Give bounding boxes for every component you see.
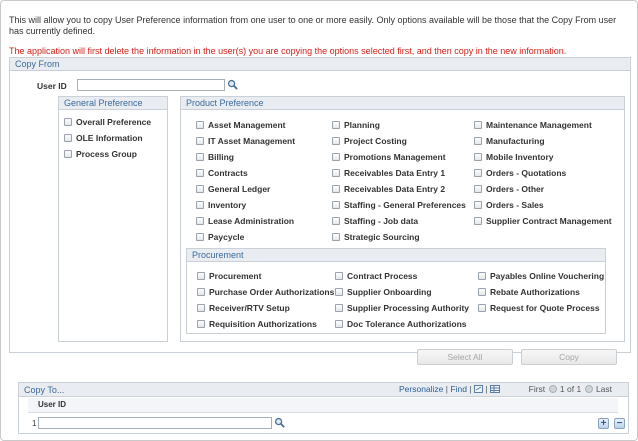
checkbox-box[interactable] xyxy=(474,217,482,225)
personalize-link[interactable]: Personalize xyxy=(399,384,444,394)
checkbox-product[interactable]: Orders - Quotations xyxy=(474,168,566,178)
checkbox-box[interactable] xyxy=(335,304,343,312)
checkbox-box[interactable] xyxy=(196,201,204,209)
product-preference-header: Product Preference xyxy=(181,97,624,110)
checkbox-product[interactable]: Lease Administration xyxy=(196,216,294,226)
checkbox-product[interactable]: Mobile Inventory xyxy=(474,152,554,162)
checkbox-product[interactable]: Planning xyxy=(332,120,380,130)
checkbox-box[interactable] xyxy=(197,288,205,296)
checkbox-product[interactable]: Billing xyxy=(196,152,234,162)
grid-toolbar xyxy=(399,384,612,394)
checkbox-box[interactable] xyxy=(332,233,340,241)
checkbox-product[interactable]: Supplier Contract Management xyxy=(474,216,612,226)
toolbar-separator: | xyxy=(445,384,449,394)
copy-to-title: Copy To... xyxy=(24,385,65,395)
copy-to-user-id-input[interactable] xyxy=(38,417,272,429)
checkbox-procurement[interactable]: Requisition Authorizations xyxy=(197,319,317,329)
checkbox-procurement[interactable]: Supplier Onboarding xyxy=(335,287,432,297)
checkbox-procurement[interactable]: Procurement xyxy=(197,271,261,281)
toolbar-separator: | xyxy=(469,384,472,394)
checkbox-box[interactable] xyxy=(332,217,340,225)
checkbox-box[interactable] xyxy=(64,134,72,142)
checkbox-product[interactable]: Staffing - General Preferences xyxy=(332,200,466,210)
checkbox-product[interactable]: Receivables Data Entry 1 xyxy=(332,168,445,178)
checkbox-box[interactable] xyxy=(474,153,482,161)
checkbox-process-group[interactable]: Process Group xyxy=(64,149,137,159)
checkbox-box[interactable] xyxy=(196,169,204,177)
checkbox-box[interactable] xyxy=(196,217,204,225)
general-preference-header: General Preference xyxy=(59,97,167,110)
checkbox-product[interactable]: IT Asset Management xyxy=(196,136,295,146)
checkbox-box[interactable] xyxy=(64,118,72,126)
next-icon[interactable] xyxy=(585,385,593,393)
checkbox-box[interactable] xyxy=(335,320,343,328)
last-label: Last xyxy=(595,384,613,394)
checkbox-procurement[interactable]: Payables Online Vouchering xyxy=(478,271,604,281)
checkbox-box[interactable] xyxy=(335,272,343,280)
search-icon[interactable] xyxy=(274,417,285,428)
checkbox-box[interactable] xyxy=(196,137,204,145)
checkbox-box[interactable] xyxy=(332,169,340,177)
checkbox-box[interactable] xyxy=(332,137,340,145)
checkbox-box[interactable] xyxy=(332,153,340,161)
checkbox-procurement[interactable]: Rebate Authorizations xyxy=(478,287,580,297)
warning-text: The application will first delete the information in the user(s) you are copying the options selected first, and then copy in the new information. xyxy=(9,46,567,56)
checkbox-box[interactable] xyxy=(197,304,205,312)
checkbox-box[interactable] xyxy=(474,185,482,193)
checkbox-box[interactable] xyxy=(332,201,340,209)
checkbox-product[interactable]: Receivables Data Entry 2 xyxy=(332,184,445,194)
checkbox-ole-information[interactable]: OLE Information xyxy=(64,133,143,143)
checkbox-procurement[interactable]: Supplier Processing Authority xyxy=(335,303,469,313)
checkbox-procurement[interactable]: Receiver/RTV Setup xyxy=(197,303,290,313)
checkbox-box[interactable] xyxy=(478,304,486,312)
checkbox-box[interactable] xyxy=(474,137,482,145)
checkbox-product[interactable]: Strategic Sourcing xyxy=(332,232,420,242)
checkbox-box[interactable] xyxy=(197,320,205,328)
first-label: First xyxy=(528,384,546,394)
toolbar-separator: | xyxy=(485,384,488,394)
checkbox-product[interactable]: Manufacturing xyxy=(474,136,545,146)
checkbox-box[interactable] xyxy=(332,121,340,129)
checkbox-box[interactable] xyxy=(332,185,340,193)
checkbox-product[interactable]: Contracts xyxy=(196,168,248,178)
copy-button[interactable]: Copy xyxy=(521,349,617,365)
row-number: 1 xyxy=(32,419,37,428)
checkbox-product[interactable]: Staffing - Job data xyxy=(332,216,418,226)
checkbox-box[interactable] xyxy=(474,121,482,129)
checkbox-product[interactable]: General Ledger xyxy=(196,184,270,194)
checkbox-box[interactable] xyxy=(474,169,482,177)
delete-row-button[interactable]: − xyxy=(614,418,625,429)
checkbox-box[interactable] xyxy=(196,233,204,241)
checkbox-procurement[interactable]: Contract Process xyxy=(335,271,417,281)
user-id-label: User ID xyxy=(37,81,67,91)
pager-text: 1 of 1 xyxy=(559,384,582,394)
checkbox-product[interactable]: Orders - Sales xyxy=(474,200,544,210)
checkbox-box[interactable] xyxy=(478,272,486,280)
checkbox-box[interactable] xyxy=(64,150,72,158)
checkbox-product[interactable]: Paycycle xyxy=(196,232,244,242)
add-row-button[interactable]: + xyxy=(598,418,609,429)
checkbox-procurement[interactable]: Doc Tolerance Authorizations xyxy=(335,319,467,329)
column-header-user-id: User ID xyxy=(28,398,618,413)
copy-from-header: Copy From xyxy=(10,58,630,71)
checkbox-box[interactable] xyxy=(196,153,204,161)
checkbox-procurement[interactable]: Purchase Order Authorizations xyxy=(197,287,334,297)
procurement-header: Procurement xyxy=(187,249,605,262)
checkbox-box[interactable] xyxy=(196,121,204,129)
checkbox-box[interactable] xyxy=(474,201,482,209)
find-link[interactable]: Find xyxy=(450,384,467,394)
view-all-icon[interactable] xyxy=(474,385,483,393)
checkbox-box[interactable] xyxy=(335,288,343,296)
checkbox-product[interactable]: Maintenance Management xyxy=(474,120,592,130)
checkbox-product[interactable]: Project Costing xyxy=(332,136,407,146)
checkbox-procurement[interactable]: Request for Quote Process xyxy=(478,303,600,313)
checkbox-product[interactable]: Asset Management xyxy=(196,120,285,130)
checkbox-box[interactable] xyxy=(196,185,204,193)
checkbox-product[interactable]: Promotions Management xyxy=(332,152,446,162)
search-icon[interactable] xyxy=(227,79,238,90)
checkbox-box[interactable] xyxy=(478,288,486,296)
previous-icon[interactable] xyxy=(549,385,557,393)
intro-text: This will allow you to copy User Preference information from one user to one or more easily. Only options available will be those that the Copy From user has currently defined. xyxy=(9,15,617,36)
checkbox-overall-preference[interactable]: Overall Preference xyxy=(64,117,151,127)
grid-icon[interactable] xyxy=(490,385,500,393)
checkbox-product[interactable]: Inventory xyxy=(196,200,246,210)
checkbox-box[interactable] xyxy=(197,272,205,280)
checkbox-product[interactable]: Orders - Other xyxy=(474,184,544,194)
select-all-button[interactable]: Select All xyxy=(417,349,513,365)
copy-from-user-id-input[interactable] xyxy=(77,79,225,91)
